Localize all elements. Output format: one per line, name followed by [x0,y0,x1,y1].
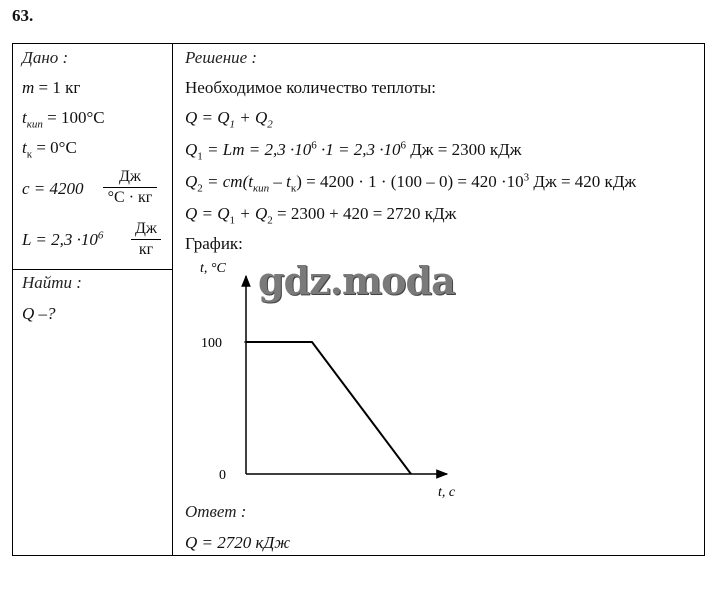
watermark-logo: gdz.moda [258,258,455,303]
given-heat-capacity: c = 4200 [22,179,84,198]
tick-label-0: 0 [219,468,226,483]
find-text: Q –? [22,304,56,323]
equation-q1: $Q_1 = Lm = 2,3 \cdot 10^6 \cdot 1 = 2,3 \cdot 10^6$ Дж = 2300 кДж [185,139,522,163]
solution-intro: Необходимое количество теплоты: [185,78,437,97]
equation-q2: $Q_2 = cm(t_{кип} - t_к) = 4200 \cdot 1 \cdot (100 - 0) = 420 \cdot 10^3$ Дж = 420 кДж [185,171,637,195]
x-axis-label: t, c [438,485,456,500]
given-latent-heat: $L = 2,3 \cdot 10^6$ [22,229,104,249]
given-boil-temp: $t_{кип} = 100^\circ C$ [22,108,105,131]
latent-heat-unit: Дж кг [131,220,161,259]
given-header: Дано : [22,48,69,67]
temperature-series-line [246,342,411,474]
answer-header: Ответ : [185,502,247,521]
tick-label-100: 100 [201,336,222,351]
y-axis-label: t, °C [200,262,226,276]
column-divider [172,44,173,555]
equation-sum: $Q = Q_1 + Q_2 = 2300 + 420 = 2720$ кДж [185,204,457,227]
given-final-temp: $t_к = 0^\circ C$ [22,138,77,161]
problem-number: 63. [12,6,34,25]
row-divider [13,269,173,270]
graph-label: График: [185,234,243,253]
heat-capacity-unit: Дж °C · кг [103,168,157,207]
solution-header: Решение : [185,48,258,67]
answer-text: Q = 2720 кДж [185,533,291,552]
equation-total: $Q = Q_1 + Q_2$ [185,108,273,131]
find-header: Найти : [22,273,82,292]
given-mass: m = 1 кг [22,78,81,97]
